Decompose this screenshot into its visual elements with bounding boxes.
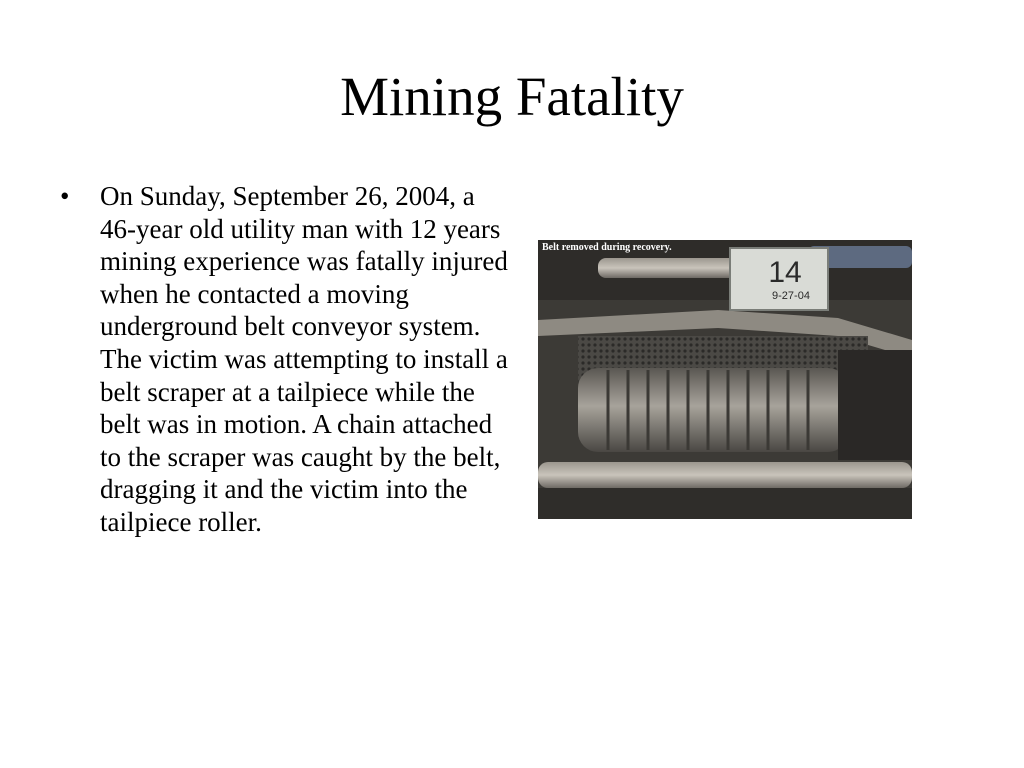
photo-illustration <box>538 240 912 519</box>
photo-tag-date: 9-27-04 <box>772 290 810 302</box>
bullet-marker: • <box>60 181 70 211</box>
bullet-item <box>60 180 510 539</box>
bullet-list <box>60 180 510 539</box>
photo-tag-number: 14 <box>768 256 802 289</box>
conveyor-tailpiece-photo <box>538 240 912 519</box>
photo-caption: Belt removed during recovery. <box>542 242 672 253</box>
bullet-text: On Sunday, September 26, 2004, a 46-year old utility man with 12 years mining experience was fatally injured when he contacted a moving underground belt conveyor system. The victim was attempting to install a belt scraper at a tailpiece while the belt was in motion. A chain attached to the scraper was caught by the belt, dragging it and the victim into the tailpiece roller. <box>100 181 508 537</box>
slide-title: Mining Fatality <box>340 66 684 127</box>
